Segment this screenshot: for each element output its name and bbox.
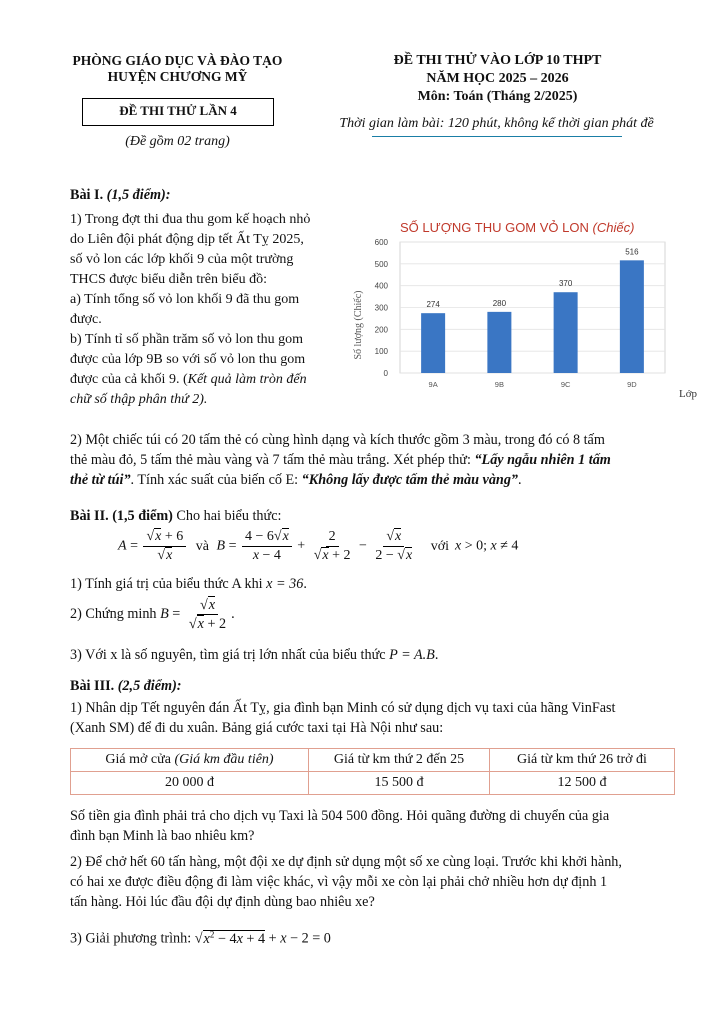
bai1-heading: Bài I. (1,5 điểm): bbox=[70, 187, 171, 203]
chart-ylabel: Số lượng (Chiếc) bbox=[353, 290, 364, 360]
x-tick-label: 9A bbox=[428, 380, 438, 389]
data-label: 370 bbox=[558, 279, 573, 289]
table-header-row bbox=[71, 749, 675, 772]
bar-9C bbox=[554, 292, 578, 373]
data-label: 274 bbox=[426, 300, 440, 310]
cans-bar-chart bbox=[345, 210, 705, 410]
table-header-cell: Giá từ km thứ 2 đến 25 bbox=[309, 749, 490, 772]
data-label: 516 bbox=[625, 247, 639, 257]
bai3-part1-question: Số tiền gia đình phải trả cho dịch vụ Taxi là 504 500 đồng. Hỏi quãng đường di chuyển của gia đình bạn Minh là bao nhiêu km? bbox=[70, 808, 610, 844]
table-header-cell: Giá mở cửa (Giá km đầu tiên) bbox=[71, 749, 309, 772]
y-tick-label: 400 bbox=[374, 281, 388, 291]
bai2-heading: Bài II. (1,5 điểm) Cho hai biểu thức: bbox=[70, 508, 282, 524]
chart-title: SỐ LƯỢNG THU GOM VỎ LON (Chiếc) bbox=[400, 220, 635, 235]
equation: $√x^2 - 4x + 4 + x - 2 = 0$ bbox=[194, 929, 331, 947]
bai1-part1: 1) Trong đợt thi đua thu gom kế hoạch nhỏ do Liên đội phát động dịp tết Ất Tỵ 2025, số vỏ lon các lớp khối 9 của một trường THCS được biểu diễn trên biểu đồ: a) Tính tổng số vỏ lon khối 9 đã thu gom được. b) Tính tỉ số phần trăm số vỏ lon thu gom được của lớp 9B so với số vỏ lon thu gom được của cả khối 9. (Kết quả làm tròn đến chữ số thập phân thứ 2). bbox=[70, 212, 311, 407]
table-header-cell: Giá từ km thứ 26 trở đi bbox=[490, 749, 675, 772]
bai2-q2: 2) Chứng minh B = $\frac{√x}{√x + 2}$ . bbox=[70, 597, 235, 632]
expressions-A-B: A = $\frac{√x + 6}{√x}$ và B = $\frac{4 - 6√x}{x - 4}$ + $\frac{2}{√x + 2}$ − $\frac{√x}{2 - √x}$ với x > 0; x ≠ 4 bbox=[118, 529, 519, 563]
y-tick-label: 300 bbox=[374, 303, 388, 313]
bai2-q1: 1) Tính giá trị của biểu thức A khi x = 36. bbox=[70, 576, 307, 592]
y-tick-label: 600 bbox=[374, 238, 388, 247]
bar-9D bbox=[620, 260, 644, 373]
bai3-heading: Bài III. (2,5 điểm): bbox=[70, 678, 182, 694]
table-row bbox=[71, 772, 675, 795]
table-cell: 12 500 đ bbox=[490, 772, 675, 795]
table-cell: 20 000 đ bbox=[71, 772, 309, 795]
bar-9A bbox=[421, 313, 445, 373]
bar-9B bbox=[487, 312, 511, 373]
exam-title: ĐỀ THI THỬ VÀO LỚP 10 THPT NĂM HỌC 2025 – 2026 Môn: Toán (Tháng 2/2025) bbox=[393, 53, 602, 104]
department-name: PHÒNG GIÁO DỤC VÀ ĐÀO TẠO HUYỆN CHƯƠNG MỸ bbox=[72, 53, 283, 84]
bai2-q3: 3) Với x là số nguyên, tìm giá trị lớn nhất của biểu thức P = A.B. bbox=[70, 647, 439, 663]
bai3-part2: 2) Để chở hết 60 tấn hàng, một đội xe dự định sử dụng một số xe cùng loại. Trước khi khởi hành, có hai xe được điều động đi làm việc khác, vì vậy mỗi xe còn lại phải chở nhiều hơn dự định 1 tấn hàng. Hỏi lúc đầu đội dự định dùng bao nhiêu xe? bbox=[70, 854, 622, 910]
y-tick-label: 0 bbox=[383, 369, 388, 378]
taxi-fare-table bbox=[70, 748, 675, 795]
x-tick-label: 9C bbox=[560, 380, 571, 389]
bai3-part3: 3) Giải phương trình: $√x^2 - 4x + 4 + x - 2 = 0$ bbox=[70, 929, 331, 947]
time-note: Thời gian làm bài: 120 phút, không kể thời gian phát đề bbox=[339, 116, 654, 131]
exam-round-box: ĐỀ THI THỬ LẦN 4 bbox=[82, 98, 274, 126]
chart-xlabel: Lớp bbox=[679, 388, 698, 400]
pages-note: (Đề gồm 02 trang) bbox=[125, 134, 230, 149]
table-cell: 15 500 đ bbox=[309, 772, 490, 795]
y-tick-label: 500 bbox=[374, 259, 388, 269]
y-tick-label: 200 bbox=[374, 325, 388, 335]
header-underline bbox=[372, 136, 622, 137]
data-label: 280 bbox=[492, 298, 507, 308]
y-tick-label: 100 bbox=[374, 347, 388, 357]
x-tick-label: 9D bbox=[627, 380, 637, 389]
bai3-part1: 1) Nhân dịp Tết nguyên đán Ất Tỵ, gia đình bạn Minh có sử dụng dịch vụ taxi của hãng VinFast (Xanh SM) để đi du xuân. Bảng giá cước taxi tại Hà Nội như sau: bbox=[70, 700, 616, 736]
bai1-part2: 2) Một chiếc túi có 20 tấm thẻ có cùng hình dạng và kích thước gồm 3 màu, trong đó có 8 tấm thẻ màu đỏ, 5 tấm thẻ màu vàng và 7 tấm thẻ màu trắng. Xét phép thử: “Lấy ngẫu nhiên 1 tấm thẻ từ túi”. Tính xác suất của biến cố E: “Không lấy được tấm thẻ màu vàng”. bbox=[70, 432, 611, 488]
x-tick-label: 9B bbox=[494, 380, 504, 389]
